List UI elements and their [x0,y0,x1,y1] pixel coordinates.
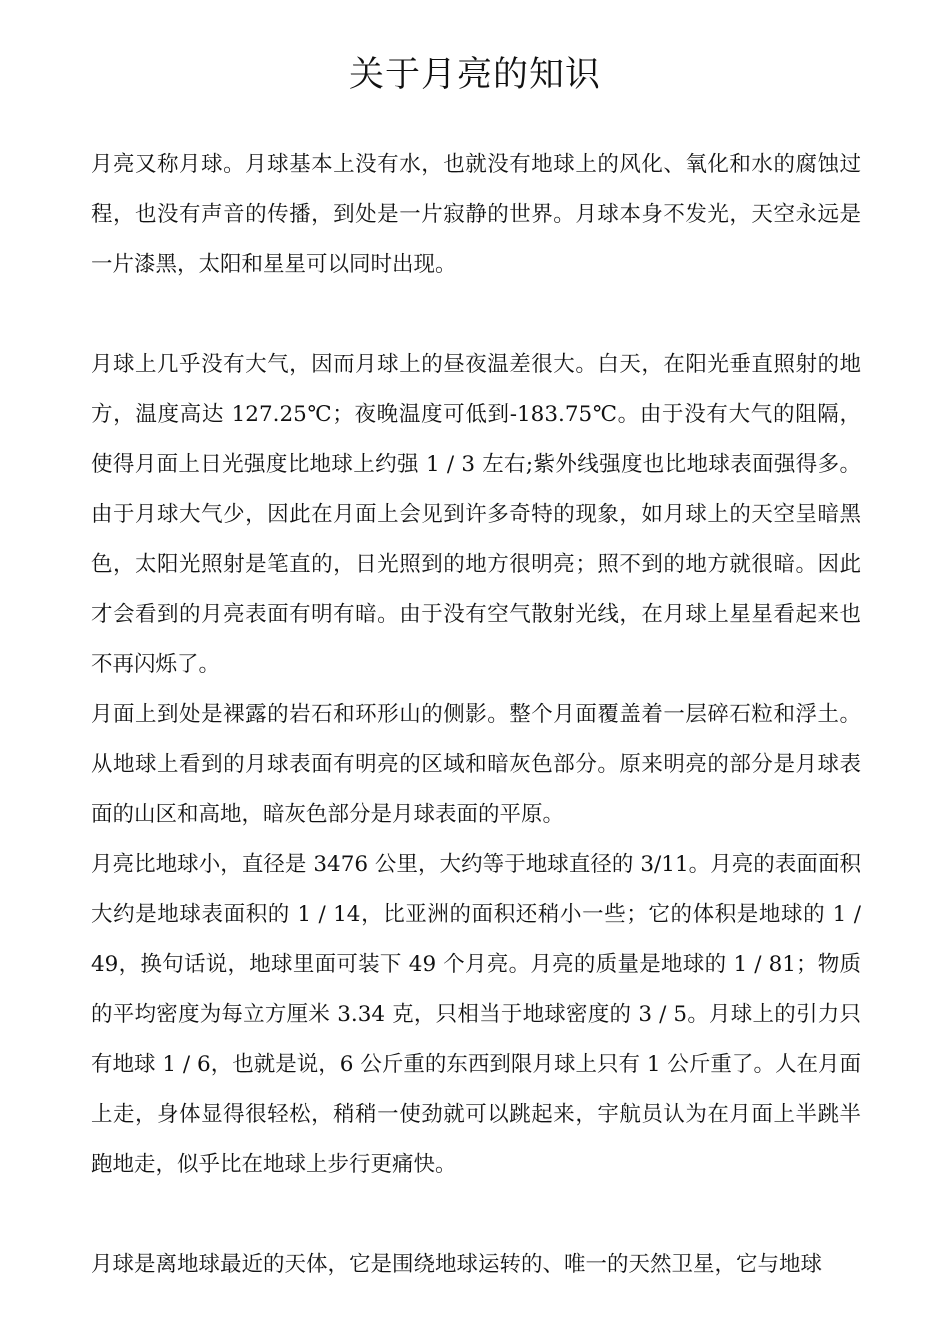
paragraph-nearest-body: 月球是离地球最近的天体，它是围绕地球运转的、唯一的天然卫星，它与地球 [91,1252,823,1277]
paragraph-surface: 月面上到处是裸露的岩石和环形山的侧影。整个月面覆盖着一层碎石粒和浮土。从地球上看到的月球表面有明亮的区域和暗灰色部分。原来明亮的部分是月球表面的山区和高地，暗灰色部分是月球表面的平原。 [91,702,861,827]
paragraph-moon-intro: 月亮又称月球。月球基本上没有水，也就没有地球上的风化、氧化和水的腐蚀过程，也没有声音的传播，到处是一片寂静的世界。月球本身不发光，天空永远是一片漆黑，太阳和星星可以同时出现。 [91,152,861,277]
paragraph-atmosphere: 月球上几乎没有大气，因而月球上的昼夜温差很大。白天，在阳光垂直照射的地方，温度高达 127.25℃；夜晚温度可低到-183.75℃。由于没有大气的阻隔，使得月面上日光强度比地球上约强 1 / 3 左右;紫外线强度也比地球表面强得多。由于月球大气少，因此在月面上会见到许多奇特的现象，如月球上的天空呈暗黑色，太阳光照射是笔直的，日光照到的地方很明亮；照不到的地方就很暗。因此才会看到的月亮表面有明有暗。由于没有空气散射光线，在月球上星星看起来也不再闪烁了。 [91,352,861,677]
paragraph-size-mass: 月亮比地球小，直径是 3476 公里，大约等于地球直径的 3/11。月亮的表面面积大约是地球表面积的 1 / 14，比亚洲的面积还稍小一些；它的体积是地球的 1 / 49，换句话说，地球里面可装下 49 个月亮。月亮的质量是地球的 1 / 81；物质的平均密度为每立方厘米 3.34 克，只相当于地球密度的 3 / 5。月球上的引力只有地球 1 / 6，也就是说，6 公斤重的东西到限月球上只有 1 公斤重了。人在月面上走，身体显得很轻松，稍稍一使劲就可以跳起来，宇航员认为在月面上半跳半跑地走，似乎比在地球上步行更痛快。 [91,852,861,1177]
paragraph-spacer [91,1190,861,1240]
paragraph-spacer [91,290,861,340]
document-body [91,140,861,1290]
page-title: 关于月亮的知识 [348,55,601,95]
